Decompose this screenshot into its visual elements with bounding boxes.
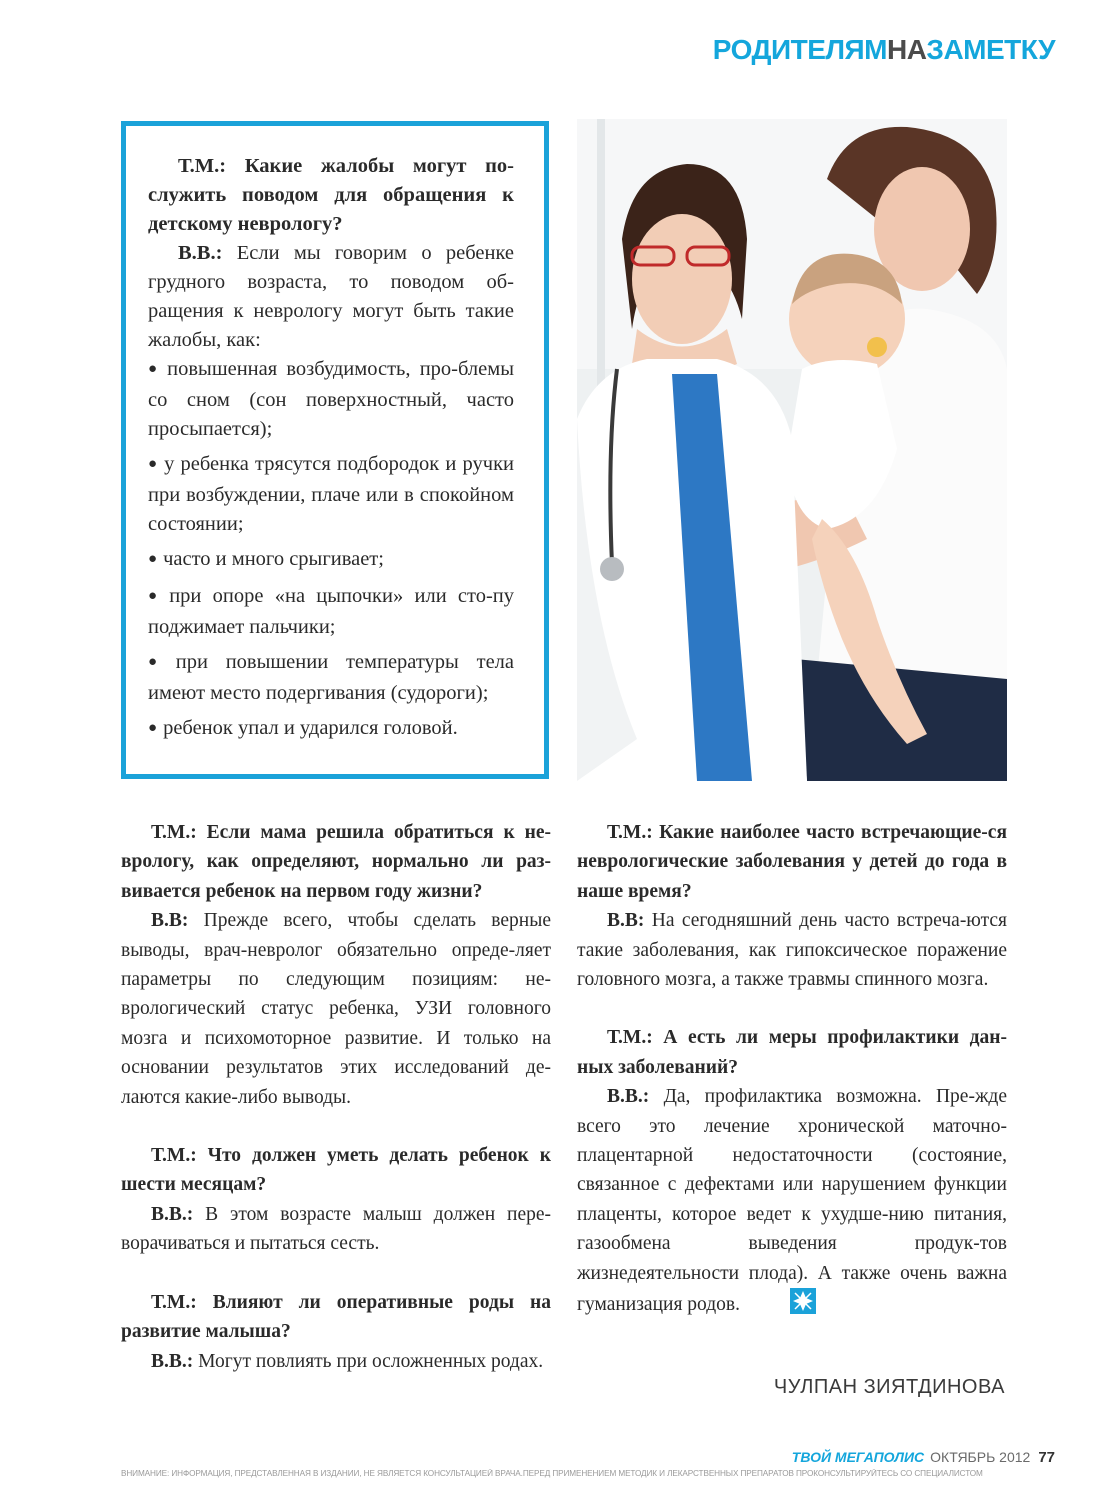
complaints-sidebar-box xyxy=(121,121,549,779)
section-title xyxy=(713,34,1055,66)
magazine-name: ТВОЙ МЕГАПОЛИС xyxy=(791,1449,925,1465)
medical-disclaimer: ВНИМАНИЕ: ИНФОРМАЦИЯ, ПРЕДСТАВЛЕННАЯ В ИЗДАНИИ, НЕ ЯВЛЯЕТСЯ КОНСУЛЬТАЦИЕЙ ВРАЧА.ПЕРЕД ПРИМЕНЕНИЕМ МЕТОДИК И ЛЕКАРСТВЕННЫХ ПРЕПАРАТОВ ПРОКОНСУЛЬТИРУЙТЕСЬ СО СПЕЦИАЛИСТОМ xyxy=(121,1469,983,1478)
box-bullet: ● часто и много срыгивает; xyxy=(148,545,514,576)
qa-question: Т.М.: Какие наиболее часто встречающие-ся неврологические заболевания у детей до года в наше время? xyxy=(577,822,1007,902)
issue-date: ОКТЯБРЬ 2012 xyxy=(930,1449,1031,1465)
box-bullet: ● у ребенка трясутся подбородок и ручки при возбуждении, плаче или в спокойном состоянии; xyxy=(148,450,514,539)
left-column xyxy=(121,818,551,1376)
qa-answer: В.В: На сегодняшний день часто встреча-ются такие заболевания, как гипоксическое поражение головного мозга, а также травмы спинного мозга. xyxy=(577,910,1008,991)
box-bullet: ● повышенная возбудимость, про-блемы со сном (сон поверхностный, часто просыпается); xyxy=(148,355,514,444)
box-answer: В.В.: Если мы говорим о ребенке грудного возраста, то поводом об-ращения к неврологу могут быть такие жалобы, как: xyxy=(148,242,514,351)
section-title-part1: РОДИТЕЛЯМ xyxy=(712,34,887,65)
qa-answer: В.В: Прежде всего, чтобы сделать верные выводы, врач-невролог обязательно опреде-ляет параметры по следующим позициям: не-врологический статус ребенка, УЗИ головного мозга и психомоторное развитие. И только на основании результатов этих исследований де-лаются какие-либо выводы. xyxy=(121,910,551,1108)
qa-answer: В.В.: Могут повлиять при осложненных родах. xyxy=(151,1350,544,1372)
qa-question: Т.М.: Влияют ли оперативные роды на развитие малыша? xyxy=(121,1291,552,1343)
qa-question: Т.М.: Что должен уметь делать ребенок к шести месяцам? xyxy=(121,1145,551,1196)
end-mark-icon xyxy=(760,1288,816,1323)
right-column xyxy=(577,818,1007,1324)
section-title-part3: ЗАМЕТКУ xyxy=(926,34,1055,65)
box-bullet: ● при опоре «на цыпочки» или сто-пу поджимает пальчики; xyxy=(148,582,514,642)
box-bullet: ● ребенок упал и ударился головой. xyxy=(148,714,514,745)
box-question: Т.М.: Какие жалобы могут по-служить поводом для обращения к детскому неврологу? xyxy=(148,155,514,235)
qa-question: Т.М.: Если мама решила обратиться к не-врологу, как определяют, нормально ли раз-вивается ребенок на первом году жизни? xyxy=(121,822,551,902)
box-bullet: ● при повышении температуры тела имеют место подергивания (судороги); xyxy=(148,648,514,708)
qa-answer: В.В.: В этом возрасте малыш должен пере-ворачиваться и пытаться сесть. xyxy=(121,1203,552,1255)
section-title-part2: НА xyxy=(886,34,927,65)
doctor-mother-baby-photo xyxy=(577,119,1007,781)
qa-question: Т.М.: А есть ли меры профилактики дан-ных заболеваний? xyxy=(577,1027,1007,1078)
page-number: 77 xyxy=(1038,1449,1055,1466)
author-byline: ЧУЛПАН ЗИЯТДИНОВА xyxy=(773,1376,1005,1398)
qa-answer: В.В.: Да, профилактика возможна. Пре-жде всего это лечение хронической маточно-плацентарной недостаточности (состояние, связанное с дефектами или нарушением функции плаценты, которое ведет к ухудше-нию питания, газообмена выведения продук-тов жизнедеятельности плода). А также очень важна гуманизация родов. xyxy=(577,1082,1007,1323)
page-footer xyxy=(792,1449,1055,1466)
